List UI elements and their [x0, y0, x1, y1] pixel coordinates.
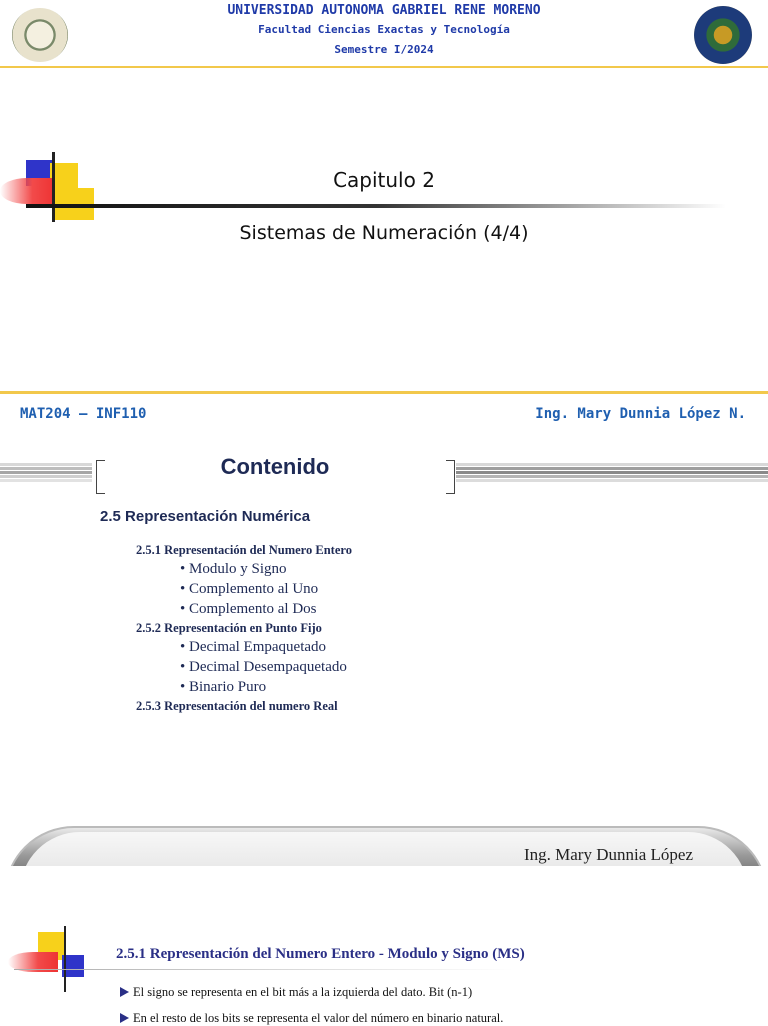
toc-heading: 2.5.3 Representación del numero Real: [136, 699, 338, 713]
university-seal-right-icon: [694, 6, 752, 64]
chapter-title: Capitulo 2: [333, 168, 435, 192]
right-bracket: [446, 460, 455, 494]
left-stripes-decoration: [0, 463, 92, 487]
toc-item: • Decimal Desempaquetado: [180, 659, 347, 675]
university-header: [0, 0, 768, 68]
university-seal-left-icon: [12, 8, 68, 62]
bullet-item: [120, 985, 472, 1000]
chapter-subtitle: Sistemas de Numeración (4/4): [239, 222, 529, 244]
toc-heading: 2.5.2 Representación en Punto Fijo: [136, 621, 322, 635]
university-name: UNIVERSIDAD AUTONOMA GABRIEL RENE MORENO: [227, 3, 541, 18]
toc-item: • Modulo y Signo: [180, 561, 287, 577]
faculty-name: Facultad Ciencias Exactas y Tecnología: [258, 23, 510, 36]
bullet-text: En el resto de los bits se representa el valor del número en binario natural.: [133, 1011, 504, 1025]
semester: Semestre I/2024: [334, 43, 434, 56]
author-name: Ing. Mary Dunnia López N.: [535, 406, 746, 422]
toc-item: • Decimal Empaquetado: [180, 639, 327, 655]
slide3-title: 2.5.1 Representación del Numero Entero - Modulo y Signo (MS): [116, 946, 525, 962]
contents-heading: Contenido: [220, 454, 330, 479]
section-title: 2.5 Representación Numérica: [100, 508, 311, 525]
bullet-arrow-icon: [120, 987, 129, 997]
header-divider: [0, 66, 768, 68]
footer-author: Ing. Mary Dunnia López: [523, 845, 693, 864]
slide3-divider: [14, 969, 514, 970]
bullet-text: El signo se representa en el bit más a la izquierda del dato. Bit (n-1): [133, 985, 473, 999]
bullet-arrow-icon: [120, 1013, 129, 1023]
course-code: MAT204 – INF110: [20, 406, 147, 422]
toc-item: • Complemento al Uno: [180, 581, 319, 597]
right-stripes-decoration: [456, 463, 768, 487]
toc-item: • Binario Puro: [180, 679, 267, 695]
slide-divider: [0, 391, 768, 394]
toc-heading: 2.5.1 Representación del Numero Entero: [136, 543, 352, 557]
toc-item: • Complemento al Dos: [180, 601, 317, 617]
